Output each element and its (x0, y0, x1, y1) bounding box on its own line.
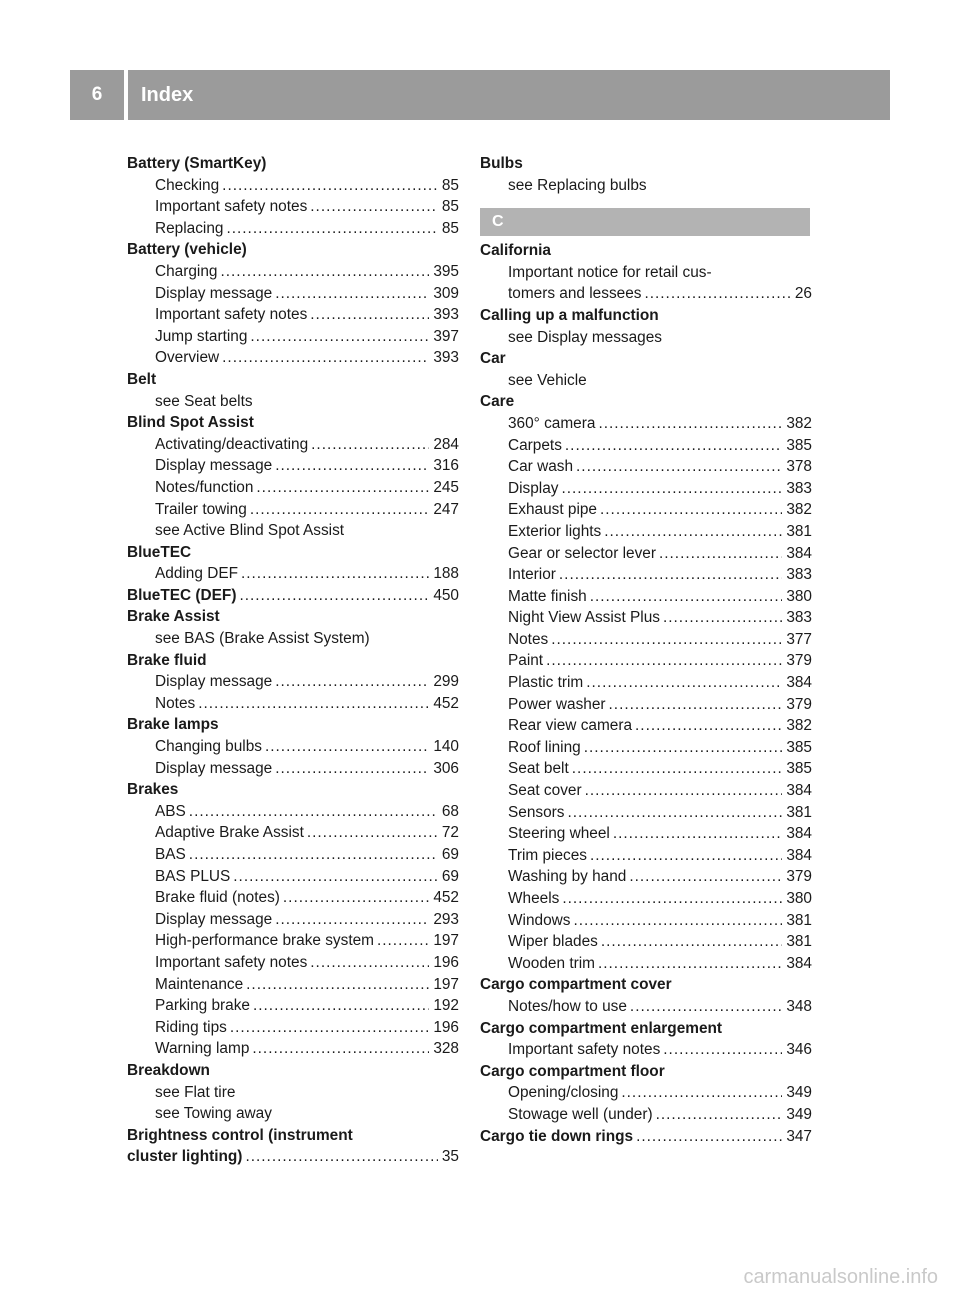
index-entry-label: Display message (155, 284, 273, 302)
index-page-number: 379 (786, 695, 812, 713)
index-entry-label: 360° camera (508, 414, 596, 432)
dot-leader (621, 1082, 782, 1104)
index-entry (480, 1082, 812, 1104)
dot-leader (573, 910, 782, 932)
index-entry-label: Carpets (508, 436, 562, 454)
dot-leader (635, 715, 782, 737)
index-heading: Care (480, 393, 515, 411)
index-entry-label: Adding DEF (155, 565, 238, 583)
index-entry-label: BAS PLUS (155, 867, 231, 885)
index-page-number: 393 (433, 306, 459, 324)
index-entry-label: Seat cover (508, 782, 582, 800)
index-entry (480, 672, 812, 694)
index-page-number: 85 (441, 176, 459, 194)
index-entry (480, 607, 812, 629)
index-entry-label: Matte finish (508, 587, 587, 605)
index-page-number: 395 (433, 262, 459, 280)
index-heading: Blind Spot Assist (127, 414, 254, 432)
index-entry-label: Maintenance (155, 975, 244, 993)
index-entry-label: Sensors (508, 803, 565, 821)
dot-leader (551, 629, 782, 651)
index-page-number: 382 (786, 414, 812, 432)
index-entry-label: Display message (155, 673, 273, 691)
index-page-number: 382 (786, 501, 812, 519)
index-entry (127, 196, 459, 218)
index-entry (127, 326, 459, 348)
dot-leader (629, 866, 782, 888)
index-entry (480, 802, 812, 824)
index-see-reference: see BAS (Brake Assist System) (155, 630, 370, 648)
index-page-number: 384 (786, 674, 812, 692)
dot-leader (307, 822, 438, 844)
dot-leader (585, 780, 783, 802)
index-column-left (127, 153, 459, 1168)
index-page-number: 26 (794, 285, 812, 303)
index-page-number: 140 (433, 738, 459, 756)
index-page-number: 196 (433, 953, 459, 971)
index-page-number: 384 (786, 846, 812, 864)
index-entry (480, 845, 812, 867)
index-entry-label: Replacing (155, 219, 224, 237)
index-entry-label: Jump starting (155, 327, 248, 345)
index-entry (480, 543, 812, 565)
index-page-number: 452 (433, 889, 459, 907)
index-entry (480, 953, 812, 975)
index-entry-label: Riding tips (155, 1018, 227, 1036)
index-entry (127, 801, 459, 823)
index-entry (127, 909, 459, 931)
dot-leader (252, 1038, 429, 1060)
dot-leader (233, 866, 438, 888)
index-entry-label: Car wash (508, 458, 574, 476)
dot-leader (230, 1017, 429, 1039)
dot-leader (377, 930, 429, 952)
index-page-number: 450 (433, 586, 459, 604)
index-page-number: 85 (441, 219, 459, 237)
dot-leader (546, 650, 782, 672)
index-page-number: 293 (433, 910, 459, 928)
index-heading: Brakes (127, 781, 179, 799)
index-entry (480, 996, 812, 1018)
index-entry (480, 931, 812, 953)
index-entry (480, 910, 812, 932)
index-page-number: 299 (433, 673, 459, 691)
index-page-number: 452 (433, 694, 459, 712)
index-page-number: 247 (433, 500, 459, 518)
index-page-number: 384 (786, 782, 812, 800)
index-entry-label: Adaptive Brake Assist (155, 824, 304, 842)
index-page-number: 188 (433, 565, 459, 583)
index-entry (480, 586, 812, 608)
index-entry (480, 1104, 812, 1126)
dot-leader (222, 175, 438, 197)
index-entry-label: Wheels (508, 890, 560, 907)
dot-leader (636, 1126, 782, 1148)
index-heading: Bulbs (480, 155, 523, 172)
index-entry-label: tomers and lessees (508, 285, 642, 303)
section-letter-bar: C (480, 208, 810, 236)
dot-leader (663, 1039, 782, 1061)
index-heading: Brake lamps (127, 716, 219, 734)
index-entry (127, 887, 459, 909)
index-entry (127, 477, 459, 499)
dot-leader (310, 196, 438, 218)
index-page-number: 346 (786, 1041, 812, 1059)
index-page-number: 383 (786, 479, 812, 497)
index-page-number: 349 (786, 1084, 812, 1102)
dot-leader (275, 671, 429, 693)
index-entry-label: Wiper blades (508, 933, 598, 951)
index-see-reference: see Seat belts (155, 392, 253, 410)
index-entry-label: Gear or selector lever (508, 544, 656, 562)
index-entry (480, 413, 812, 435)
index-entry (480, 823, 812, 845)
index-page-number: 397 (433, 327, 459, 345)
index-see-reference: see Display messages (508, 328, 662, 346)
index-page-number: 379 (786, 652, 812, 670)
index-page-number: 35 (441, 1148, 459, 1166)
index-page-number: 378 (786, 458, 812, 476)
index-heading-entry (127, 1146, 459, 1168)
index-page-number: 382 (786, 717, 812, 735)
dot-leader (630, 996, 782, 1018)
dot-leader (590, 845, 782, 867)
index-entry (480, 521, 812, 543)
dot-leader (562, 888, 782, 910)
index-entry (480, 499, 812, 521)
index-entry (480, 283, 812, 305)
index-entry-label: Display (508, 479, 559, 497)
index-entry-label: Display message (155, 759, 273, 777)
index-entry (480, 1039, 812, 1061)
index-page-number: 306 (433, 759, 459, 777)
index-page-number: 384 (786, 544, 812, 562)
index-entry (480, 435, 812, 457)
index-page-number: 384 (786, 954, 812, 972)
dot-leader (198, 693, 429, 715)
index-entry (127, 1017, 459, 1039)
index-entry-label: Windows (508, 911, 571, 929)
index-entry (127, 930, 459, 952)
index-page-number: 384 (786, 825, 812, 843)
index-entry (127, 283, 459, 305)
index-entry (127, 866, 459, 888)
index-entry-label: Roof lining (508, 738, 581, 756)
dot-leader (241, 563, 429, 585)
dot-leader (567, 802, 782, 824)
index-page-number: 385 (786, 738, 812, 756)
dot-leader (659, 543, 782, 565)
index-entry-label: Brake fluid (notes) (155, 889, 280, 907)
index-heading: Calling up a malfunction (480, 306, 659, 324)
index-page-number: 69 (441, 846, 459, 863)
index-see-reference: Important notice for retail cus- (508, 263, 712, 281)
index-page-number: 197 (433, 932, 459, 950)
index-entry (127, 347, 459, 369)
dot-leader (245, 1146, 437, 1168)
index-heading: BlueTEC (127, 543, 192, 561)
index-entry-label: Steering wheel (508, 825, 610, 843)
index-entry (480, 629, 812, 651)
index-page-number: 381 (786, 522, 812, 540)
index-entry-label: Night View Assist Plus (508, 609, 660, 627)
index-page-number: 385 (786, 436, 812, 454)
index-heading: Car (480, 350, 506, 368)
index-entry-label: Changing bulbs (155, 738, 262, 756)
index-entry-label: Paint (508, 652, 544, 670)
index-entry (127, 758, 459, 780)
index-page-number: 381 (786, 911, 812, 929)
dot-leader (565, 435, 782, 457)
index-page-number: 197 (433, 975, 459, 993)
dot-leader (584, 737, 783, 759)
index-entry (127, 304, 459, 326)
index-page-number: 328 (433, 1040, 459, 1058)
dot-leader (604, 521, 782, 543)
index-see-reference: see Towing away (155, 1105, 272, 1123)
index-see-reference: see Replacing bulbs (508, 176, 647, 194)
dot-leader (189, 801, 438, 823)
index-page-number: 379 (786, 868, 812, 886)
index-heading: Cargo compartment cover (480, 976, 672, 994)
index-entry-label: Trim pieces (508, 846, 587, 864)
index-entry-label: cluster lighting) (127, 1148, 243, 1166)
index-entry-label: Important safety notes (155, 306, 308, 324)
page-number: 6 (91, 84, 103, 105)
dot-leader (663, 607, 782, 629)
dot-leader (265, 736, 429, 758)
dot-leader (253, 995, 429, 1017)
index-entry (480, 694, 812, 716)
index-entry-label: Wooden trim (508, 954, 595, 972)
index-entry-label: Important safety notes (155, 953, 308, 971)
dot-leader (310, 304, 429, 326)
index-page-number: 192 (433, 997, 459, 1015)
index-see-reference: see Vehicle (508, 371, 587, 389)
index-entry (127, 844, 459, 866)
dot-leader (576, 456, 782, 478)
index-entry-label: Notes/function (155, 478, 254, 496)
index-entry (127, 974, 459, 996)
index-entry-label: Power washer (508, 695, 606, 713)
index-heading-entry (127, 585, 459, 607)
index-entry (480, 866, 812, 888)
index-entry (127, 736, 459, 758)
index-entry-label: Trailer towing (155, 500, 247, 518)
dot-leader (275, 283, 429, 305)
index-entry-label: Activating/deactivating (155, 435, 309, 453)
index-entry (480, 780, 812, 802)
index-entry (480, 758, 812, 780)
index-page-number: 309 (433, 284, 459, 302)
index-entry-label: Interior (508, 566, 556, 584)
dot-leader (275, 455, 429, 477)
dot-leader (239, 585, 429, 607)
index-heading: Battery (vehicle) (127, 241, 247, 259)
index-page-number: 347 (786, 1127, 812, 1145)
dot-leader (601, 931, 782, 953)
index-entry-label: Overview (155, 349, 220, 367)
index-page-number: 85 (441, 198, 459, 216)
dot-leader (275, 909, 429, 931)
index-page-number: 69 (441, 867, 459, 885)
dot-leader (311, 434, 429, 456)
index-entry-label: Parking brake (155, 997, 250, 1015)
index-page-number: 380 (786, 587, 812, 605)
index-entry (127, 499, 459, 521)
dot-leader (310, 952, 429, 974)
dot-leader (189, 844, 438, 866)
dot-leader (275, 758, 429, 780)
index-see-reference: see Flat tire (155, 1083, 236, 1101)
index-heading-entry (480, 1126, 812, 1148)
dot-leader (600, 499, 782, 521)
index-heading: Cargo compartment enlargement (480, 1019, 723, 1037)
index-page-number: 380 (786, 890, 812, 907)
dot-leader (598, 413, 782, 435)
index-entry-label: Display message (155, 457, 273, 475)
dot-leader (561, 478, 782, 500)
index-page-number: 381 (786, 803, 812, 821)
index-entry (480, 456, 812, 478)
index-entry-label: BAS (155, 846, 186, 863)
dot-leader (222, 347, 429, 369)
index-page-number: 381 (786, 933, 812, 951)
index-entry-label: Important safety notes (508, 1041, 661, 1059)
index-entry (127, 952, 459, 974)
dot-leader (256, 477, 429, 499)
index-entry (127, 434, 459, 456)
index-page-number: 393 (433, 349, 459, 367)
index-entry-label: Checking (155, 176, 220, 194)
index-page-number: 245 (433, 478, 459, 496)
index-entry-label: Notes/how to use (508, 997, 627, 1015)
dot-leader (572, 758, 783, 780)
index-page-number: 348 (786, 997, 812, 1015)
dot-leader (656, 1104, 783, 1126)
index-page-number: 385 (786, 760, 812, 778)
index-page-number: 383 (786, 609, 812, 627)
index-heading: Battery (SmartKey) (127, 155, 267, 172)
index-entry-label: Charging (155, 262, 218, 280)
dot-leader (644, 283, 790, 305)
watermark: carmanualsonline.info (743, 1266, 938, 1288)
index-page-number: 383 (786, 566, 812, 584)
index-column-right (480, 153, 812, 1147)
dot-leader (220, 261, 429, 283)
dot-leader (246, 974, 429, 996)
index-page-number: 284 (433, 435, 459, 453)
index-entry-label: Washing by hand (508, 868, 627, 886)
index-heading: Brightness control (instrument (127, 1126, 353, 1144)
index-see-reference: see Active Blind Spot Assist (155, 522, 345, 540)
index-entry-label: Cargo tie down rings (480, 1127, 634, 1145)
index-entry-label: Warning lamp (155, 1040, 250, 1058)
index-entry-label: Notes (155, 694, 196, 712)
dot-leader (559, 564, 782, 586)
index-entry-label: Display message (155, 910, 273, 928)
index-entry (127, 175, 459, 197)
index-entry (127, 218, 459, 240)
dot-leader (283, 887, 429, 909)
index-entry-label: Exhaust pipe (508, 501, 597, 519)
index-entry-label: High-performance brake system (155, 932, 374, 950)
index-entry (127, 261, 459, 283)
index-entry (480, 715, 812, 737)
index-page-number: 316 (433, 457, 459, 475)
index-page-number: 196 (433, 1018, 459, 1036)
index-page-number: 72 (441, 824, 459, 842)
dot-leader (590, 586, 783, 608)
index-entry (480, 478, 812, 500)
page-title: Index (141, 83, 194, 106)
index-entry (127, 1038, 459, 1060)
index-page-number: 377 (786, 630, 812, 648)
dot-leader (250, 499, 430, 521)
index-page-number: 349 (786, 1105, 812, 1123)
index-heading: California (480, 242, 551, 260)
index-entry-label: Seat belt (508, 760, 569, 778)
index-entry-label: Stowage well (under) (508, 1105, 653, 1123)
index-heading: Breakdown (127, 1061, 210, 1079)
index-entry-label: ABS (155, 802, 186, 820)
index-entry (480, 737, 812, 759)
index-page-number: 68 (441, 802, 459, 820)
index-entry-label: Notes (508, 630, 549, 648)
index-entry (127, 455, 459, 477)
index-entry (127, 693, 459, 715)
dot-leader (609, 694, 783, 716)
index-entry (480, 650, 812, 672)
index-heading: Cargo compartment floor (480, 1062, 665, 1080)
index-entry (127, 822, 459, 844)
dot-leader (250, 326, 429, 348)
index-entry (480, 564, 812, 586)
index-heading: Belt (127, 370, 157, 388)
index-entry-label: Opening/closing (508, 1084, 619, 1102)
index-entry-label: Exterior lights (508, 522, 602, 540)
dot-leader (226, 218, 437, 240)
header-divider (124, 70, 128, 120)
index-entry (127, 563, 459, 585)
dot-leader (598, 953, 782, 975)
index-entry (480, 888, 812, 910)
index-entry (127, 995, 459, 1017)
index-entry-label: BlueTEC (DEF) (127, 586, 237, 604)
index-entry (127, 671, 459, 693)
index-heading: Brake fluid (127, 651, 207, 669)
dot-leader (586, 672, 782, 694)
dot-leader (613, 823, 782, 845)
index-entry-label: Rear view camera (508, 717, 633, 735)
index-entry-label: Plastic trim (508, 674, 584, 692)
index-heading: Brake Assist (127, 608, 220, 626)
index-entry-label: Important safety notes (155, 198, 308, 216)
